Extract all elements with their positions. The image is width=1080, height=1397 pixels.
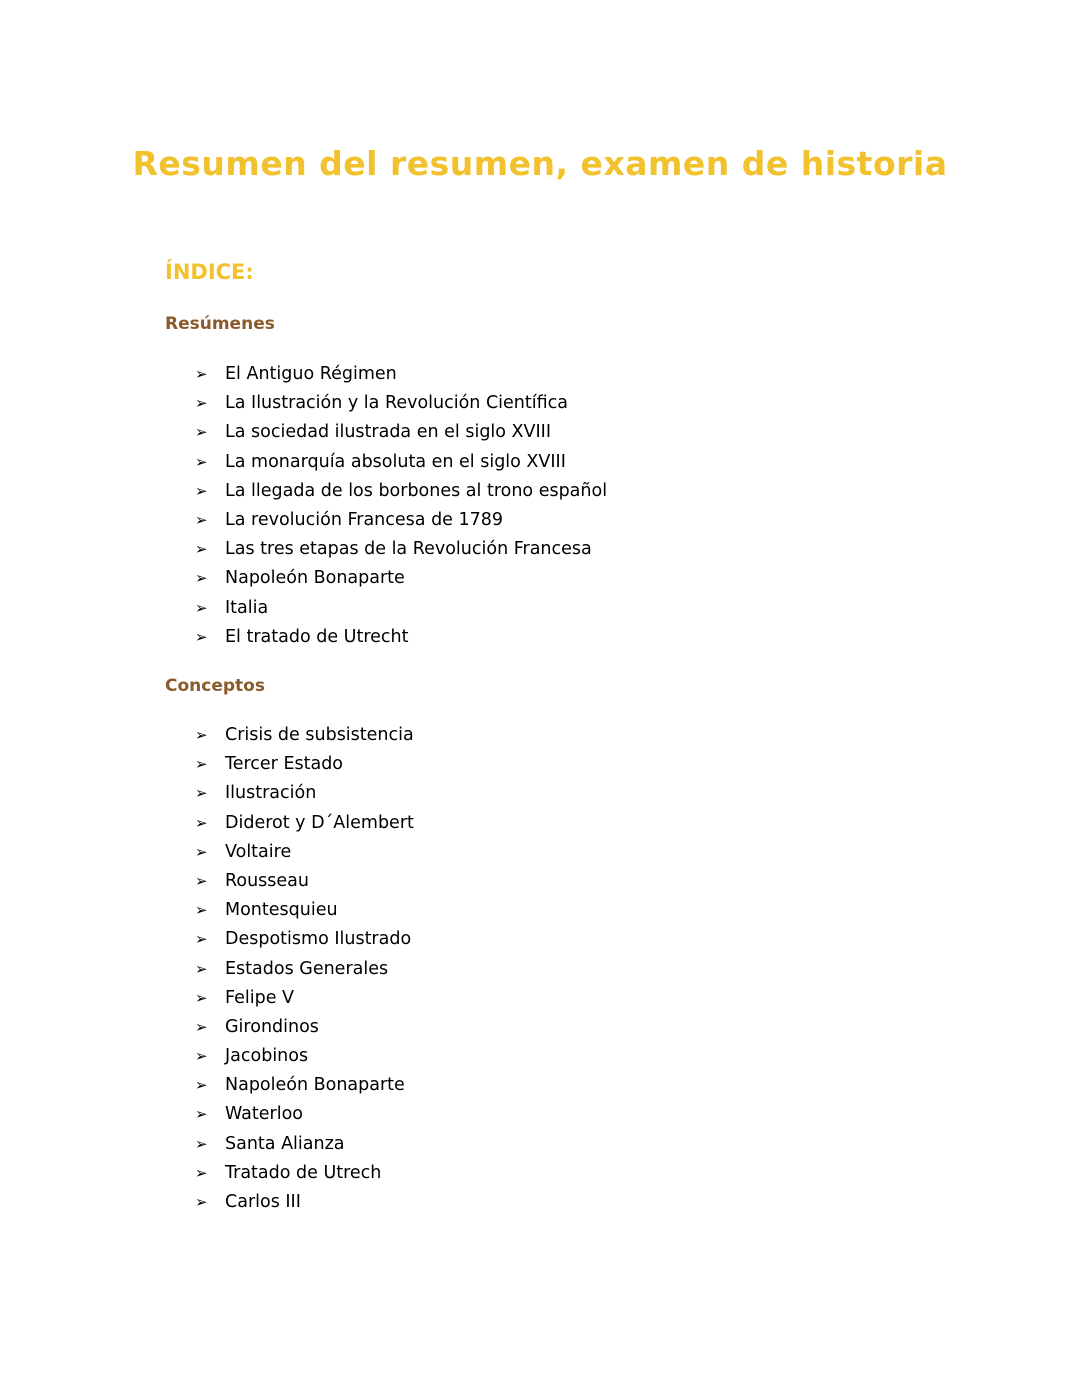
list-item-label: El Antiguo Régimen	[225, 364, 397, 384]
list-item-label: Estados Generales	[225, 958, 389, 979]
arrow-bullet-icon: ➢	[195, 510, 208, 529]
arrow-bullet-icon: ➢	[195, 813, 208, 832]
section-heading-conceptos: Conceptos	[165, 676, 265, 696]
arrow-bullet-icon: ➢	[195, 726, 208, 744]
list-item-label: Voltaire	[225, 841, 292, 862]
list-item-label: Napoleón Bonaparte	[225, 1075, 405, 1096]
list-item-label: Rousseau	[225, 870, 309, 891]
list-item-label: Carlos III	[225, 1192, 301, 1212]
list-item	[195, 389, 607, 418]
arrow-bullet-icon: ➢	[195, 598, 208, 617]
list-item-label: Montesquieu	[225, 900, 338, 921]
arrow-bullet-icon: ➢	[195, 365, 208, 383]
section-heading-resumenes: Resúmenes	[165, 314, 275, 334]
arrow-bullet-icon: ➢	[195, 1193, 208, 1211]
list-item	[195, 564, 607, 593]
list-item-label: Italia	[225, 597, 269, 618]
list-item-label: Tercer Estado	[225, 754, 344, 775]
list-item	[195, 955, 414, 984]
list-item-label: Napoleón Bonaparte	[225, 568, 405, 589]
list-item	[195, 1071, 414, 1100]
list-item-label: La llegada de los borbones al trono español	[225, 480, 608, 501]
list-item-label: Crisis de subsistencia	[225, 725, 414, 745]
list-item-label: Waterloo	[225, 1104, 304, 1125]
arrow-bullet-icon: ➢	[195, 627, 208, 646]
arrow-bullet-icon: ➢	[195, 394, 208, 413]
list-item	[195, 721, 414, 750]
list-item-label: La Ilustración y la Revolución Científica	[225, 393, 568, 414]
list-item	[195, 418, 607, 447]
arrow-bullet-icon: ➢	[195, 959, 208, 978]
list-item	[195, 896, 414, 925]
list-item-label: Tratado de Utrech	[225, 1162, 382, 1183]
list-item-label: Felipe V	[225, 987, 295, 1008]
arrow-bullet-icon: ➢	[195, 1163, 208, 1182]
list-item	[195, 1188, 414, 1217]
index-heading: ÍNDICE:	[165, 260, 254, 284]
list-item	[195, 750, 414, 779]
arrow-bullet-icon: ➢	[195, 569, 208, 588]
list-item	[195, 1159, 414, 1188]
list-item-label: La revolución Francesa de 1789	[225, 509, 504, 530]
list-item-label: La sociedad ilustrada en el siglo XVIII	[225, 422, 551, 443]
list-item-label: Girondinos	[225, 1016, 319, 1037]
list-item	[195, 623, 607, 652]
list-item-label: El tratado de Utrecht	[225, 626, 409, 647]
arrow-bullet-icon: ➢	[195, 930, 208, 949]
arrow-bullet-icon: ➢	[195, 1047, 208, 1066]
list-item	[195, 360, 607, 389]
arrow-bullet-icon: ➢	[195, 901, 208, 920]
list-item	[195, 779, 414, 808]
document-title: Resumen del resumen, examen de historia	[132, 144, 948, 183]
list-item	[195, 838, 414, 867]
list-item	[195, 1130, 414, 1159]
list-item	[195, 506, 607, 535]
list-item-label: Santa Alianza	[225, 1133, 345, 1154]
arrow-bullet-icon: ➢	[195, 871, 208, 890]
list-item-label: La monarquía absoluta en el siglo XVIII	[225, 451, 566, 472]
list-item	[195, 594, 607, 623]
arrow-bullet-icon: ➢	[195, 1134, 208, 1153]
arrow-bullet-icon: ➢	[195, 1017, 208, 1036]
arrow-bullet-icon: ➢	[195, 540, 208, 559]
arrow-bullet-icon: ➢	[195, 988, 208, 1007]
arrow-bullet-icon: ➢	[195, 1105, 208, 1124]
arrow-bullet-icon: ➢	[195, 423, 208, 442]
arrow-bullet-icon: ➢	[195, 842, 208, 861]
arrow-bullet-icon: ➢	[195, 784, 208, 803]
list-item-label: Jacobinos	[225, 1046, 309, 1067]
list-item	[195, 984, 414, 1013]
list-item-label: Despotismo Ilustrado	[225, 929, 412, 950]
arrow-bullet-icon: ➢	[195, 452, 208, 471]
list-item	[195, 925, 414, 954]
list-item-label: Ilustración	[225, 783, 317, 804]
list-item	[195, 809, 414, 838]
list-item	[195, 1100, 414, 1129]
list-item	[195, 1013, 414, 1042]
list-item	[195, 448, 607, 477]
list-item	[195, 535, 607, 564]
list-item	[195, 867, 414, 896]
list-item	[195, 477, 607, 506]
conceptos-list	[195, 721, 414, 1217]
list-item-label: Diderot y D´Alembert	[225, 812, 414, 833]
arrow-bullet-icon: ➢	[195, 755, 208, 774]
arrow-bullet-icon: ➢	[195, 1076, 208, 1095]
resumenes-list	[195, 360, 607, 652]
list-item-label: Las tres etapas de la Revolución Francesa	[225, 539, 592, 560]
list-item	[195, 1042, 414, 1071]
arrow-bullet-icon: ➢	[195, 481, 208, 500]
